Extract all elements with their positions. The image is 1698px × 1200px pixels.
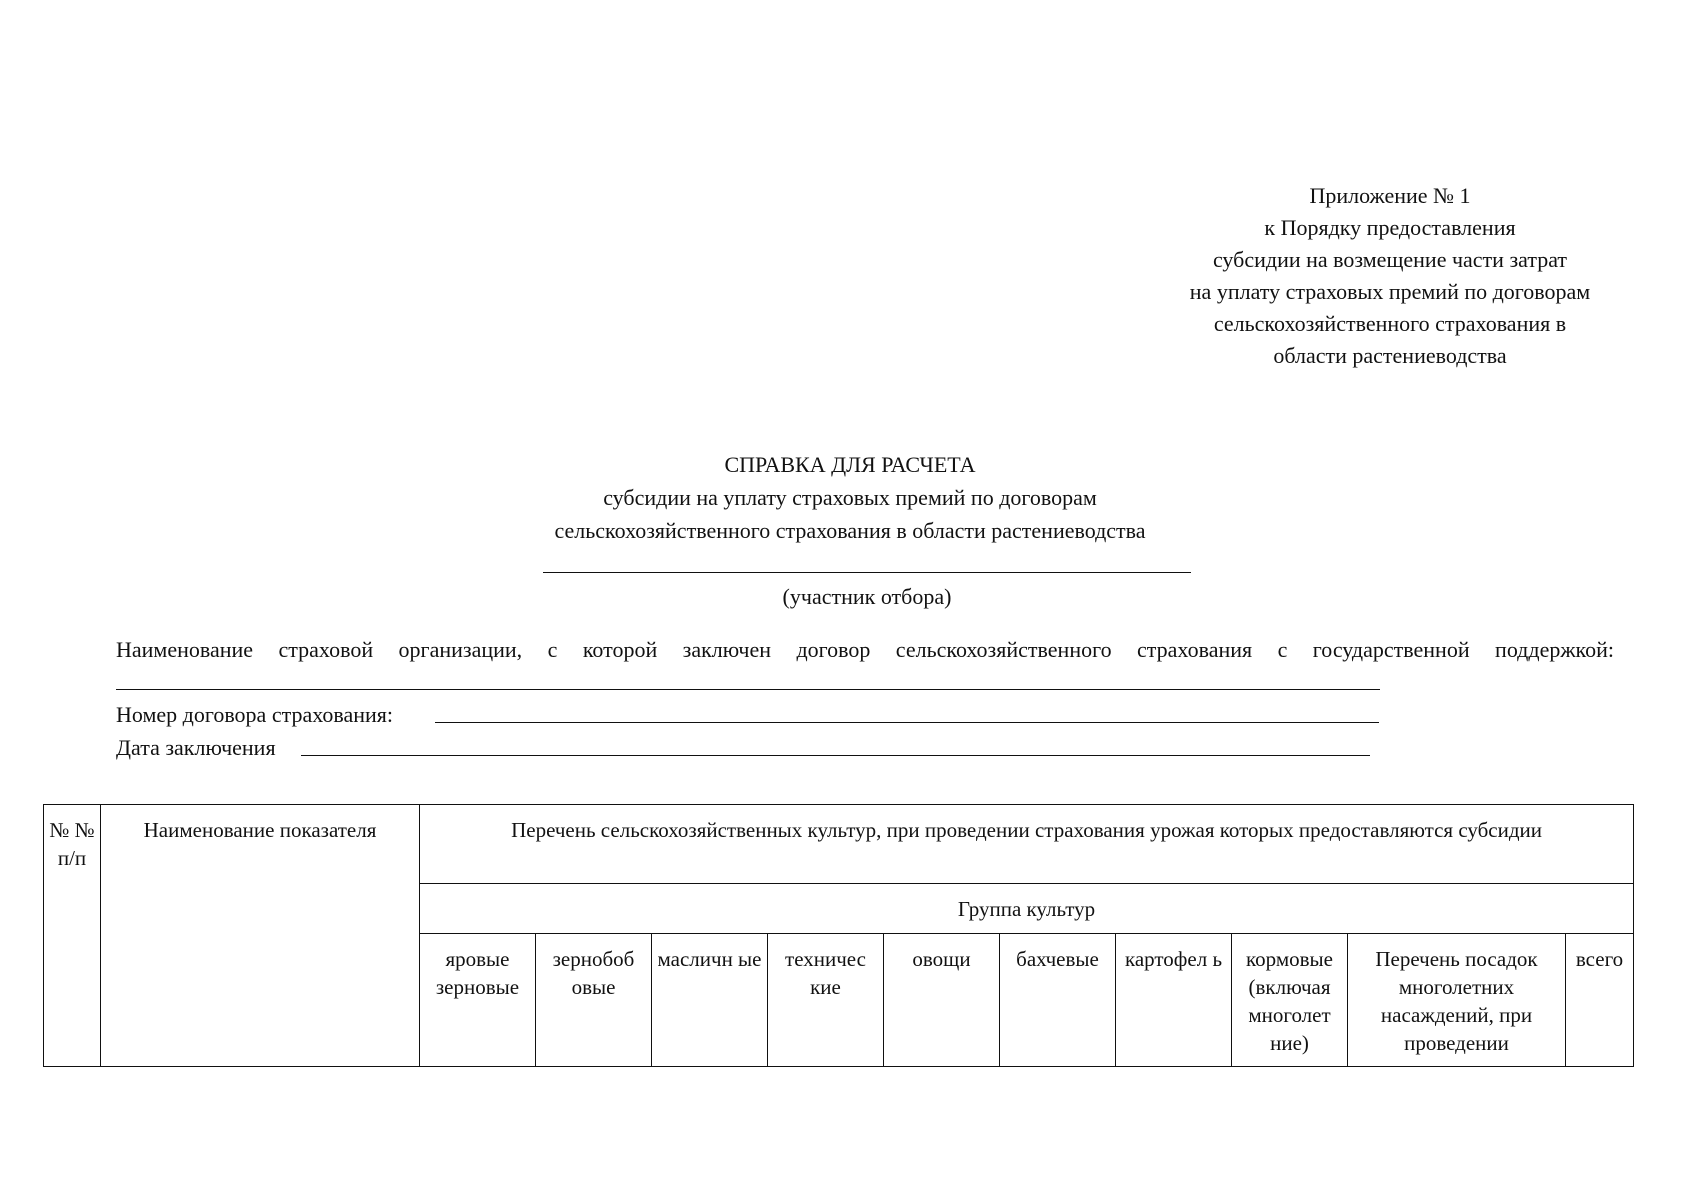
crops-list-header: Перечень сельскохозяйственных культур, при проведении страхования урожая которых предоставляются субсидии: [420, 805, 1634, 884]
crop-column-header: кормовые (включая многолет ние): [1232, 934, 1348, 1067]
title-subtitle-line: сельскохозяйственного страхования в области растениеводства: [554, 518, 1146, 543]
participant-caption: (участник отбора): [782, 584, 952, 609]
appendix-line: сельскохозяйственного страхования в: [1213, 311, 1567, 336]
crop-column-header: всего: [1566, 934, 1634, 1067]
contract-date-label: Дата заключения: [116, 735, 276, 760]
title-subtitle-line: субсидии на уплату страховых премий по договорам: [603, 485, 1097, 510]
crop-column-header: овощи: [884, 934, 1000, 1067]
crop-column-header: бахчевые: [1000, 934, 1116, 1067]
crop-column-header: зернобоб овые: [536, 934, 652, 1067]
crop-column-header: Перечень посадок многолетних насаждений, при проведении: [1348, 934, 1566, 1067]
contract-number-label: Номер договора страхования:: [116, 702, 394, 727]
crop-column-header: техничес кие: [768, 934, 884, 1067]
crop-column-header: масличн ые: [652, 934, 768, 1067]
participant-blank-line: [543, 572, 1191, 573]
column-header-indicator: Наименование показателя: [101, 805, 420, 1067]
insurer-blank-line: [116, 689, 1380, 690]
crop-column-header: яровые зерновые: [420, 934, 536, 1067]
appendix-line: области растениеводства: [1273, 343, 1507, 368]
title-heading: СПРАВКА ДЛЯ РАСЧЕТА: [724, 452, 976, 477]
subsidy-table: [43, 804, 1634, 1067]
contract-date-blank-line: [301, 755, 1370, 756]
crop-group-header: Группа культур: [420, 884, 1634, 934]
crop-column-header: картофел ь: [1116, 934, 1232, 1067]
appendix-line: к Порядку предоставления: [1264, 215, 1516, 240]
appendix-line: Приложение № 1: [1309, 183, 1471, 208]
document-title: [440, 448, 1260, 547]
appendix-reference: [1140, 180, 1640, 372]
column-header-number: № № п/п: [44, 805, 101, 1067]
contract-number-blank-line: [435, 722, 1379, 723]
appendix-line: на уплату страховых премий по договорам: [1189, 279, 1591, 304]
insurer-label: Наименование страховой организации, с которой заключен договор сельскохозяйственного страхования с государственной поддержкой:: [116, 637, 1614, 662]
appendix-line: субсидии на возмещение части затрат: [1212, 247, 1568, 272]
